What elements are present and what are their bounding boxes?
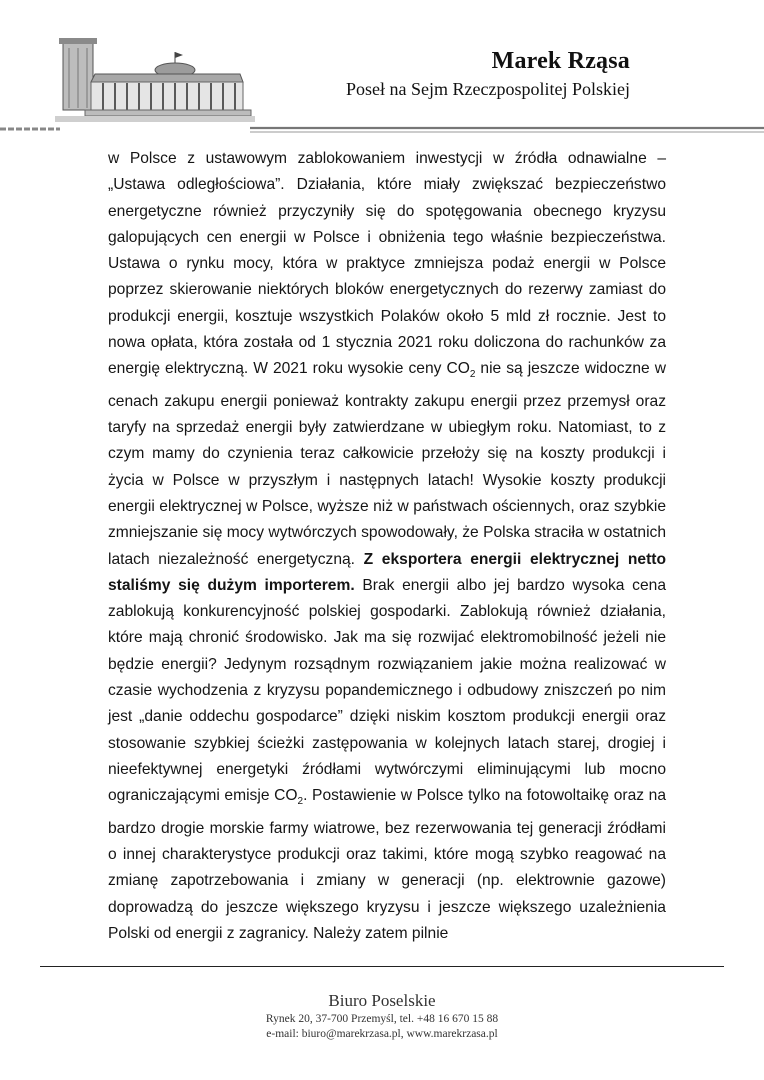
footer-address: Rynek 20, 37-700 Przemyśl, tel. +48 16 670 15 88 [265, 1013, 499, 1025]
body-text-3: Brak energii albo jej bardzo wysoka cena zablokują konkurencyjność polskiej gospodarki. Zablokują również działania, które mają chronić środowisko. Jak ma się rozwijać elektromobilność jeżeli nie będzie energii? Jedynym rozsądnym rozwiązaniem jakie można realizować w czasie wychodzenia z kryzysu popandemicznego i odbudowy zniszczeń po nim jest „danie oddechu gospodarce” dzięki niskim kosztom produkcji energii oraz stosowanie szybkiej ścieżki zastępowania w kolejnych latach starej, drogiej i nieefektywnej energetyki źródłami wytwórczymi eliminującymi lub mocno ograniczającymi emisje [108, 576, 666, 805]
body-paragraph [108, 146, 666, 947]
body-text-1: w Polsce z ustawowym zablokowaniem inwestycji w źródła odnawialne – „Ustawa odległościowa”. Działania, które miały zwiększać bezpieczeństwo energetyczne również przyczyniły się do spotęgowania obecnego kryzysu galopujących cen energii w Polsce i obniżenia tego właśnie bezpieczeństwa. Ustawa o rynku mocy, która w praktyce zmniejsza podaż energii w Polsce poprzez skierowanie niektórych bloków energetycznych do rezerwy zamiast do produkcji energii, kosztuje wszystkich Polaków około 5 mld zł rocznie. Jest to nowa opłata, która została od 1 stycznia 2021 roku doliczona do rachunków za energię elektryczną. W 2021 roku wysokie ceny [108, 150, 666, 378]
letter-body [108, 146, 666, 947]
footer [0, 990, 764, 1042]
sejm-building-icon [55, 38, 255, 122]
body-bold-statement: Z eksportera energii elektrycznej netto staliśmy się dużym importerem. [108, 550, 666, 594]
footer-title: Biuro Poselskie [328, 991, 436, 1010]
body-text-2: nie są jeszcze widoczne w cenach zakupu energii ponieważ kontrakty zakupu energii przez przemysł oraz taryfy na sprzedaż energii były zatwierdzane w ubiegłym roku. Natomiast, to z czym mamy do czynienia teraz całkowicie przełoży się na koszty produkcji i życia w Polsce w przyszłym i następnych latach! Wysokie koszty produkcji energii elektrycznej w Polsce, wyższe niż w państwach ościennych, oraz szybkie zmniejszanie się mocy wytwórczych spowodowały, że Polska straciła w ostatnich latach niezależność energetyczną. [108, 360, 666, 568]
body-text-4: . Postawienie w Polsce tylko na fotowoltaikę oraz na bardzo drogie morskie farmy wiatrowe, bez rezerwowania tej generacji źródłami o innej charakterystyce produkcji oraz takimi, które mogą szybko reagować na zmianę zapotrzebowania i zmiany w generacji (np. elektrownie gazowe) doprowadzą do jeszcze większego kryzysu i jeszcze większego uzależnienia Polski od energii z zagranicy. Należy zatem pilnie [108, 787, 667, 942]
footer-divider [40, 966, 724, 967]
footer-contact: e-mail: biuro@marekrzasa.pl, www.marekrzasa.pl [266, 1028, 498, 1040]
letterhead [0, 0, 764, 140]
mp-name: Marek Rząsa [491, 48, 630, 74]
co2-formula: $CO_2$ [446, 360, 476, 381]
co2-formula-2: $CO_2$ [274, 787, 304, 808]
mp-title: Poseł na Sejm Rzeczpospolitej Polskiej [346, 79, 630, 99]
letterhead-divider [0, 124, 764, 136]
letterhead-text [346, 46, 630, 100]
